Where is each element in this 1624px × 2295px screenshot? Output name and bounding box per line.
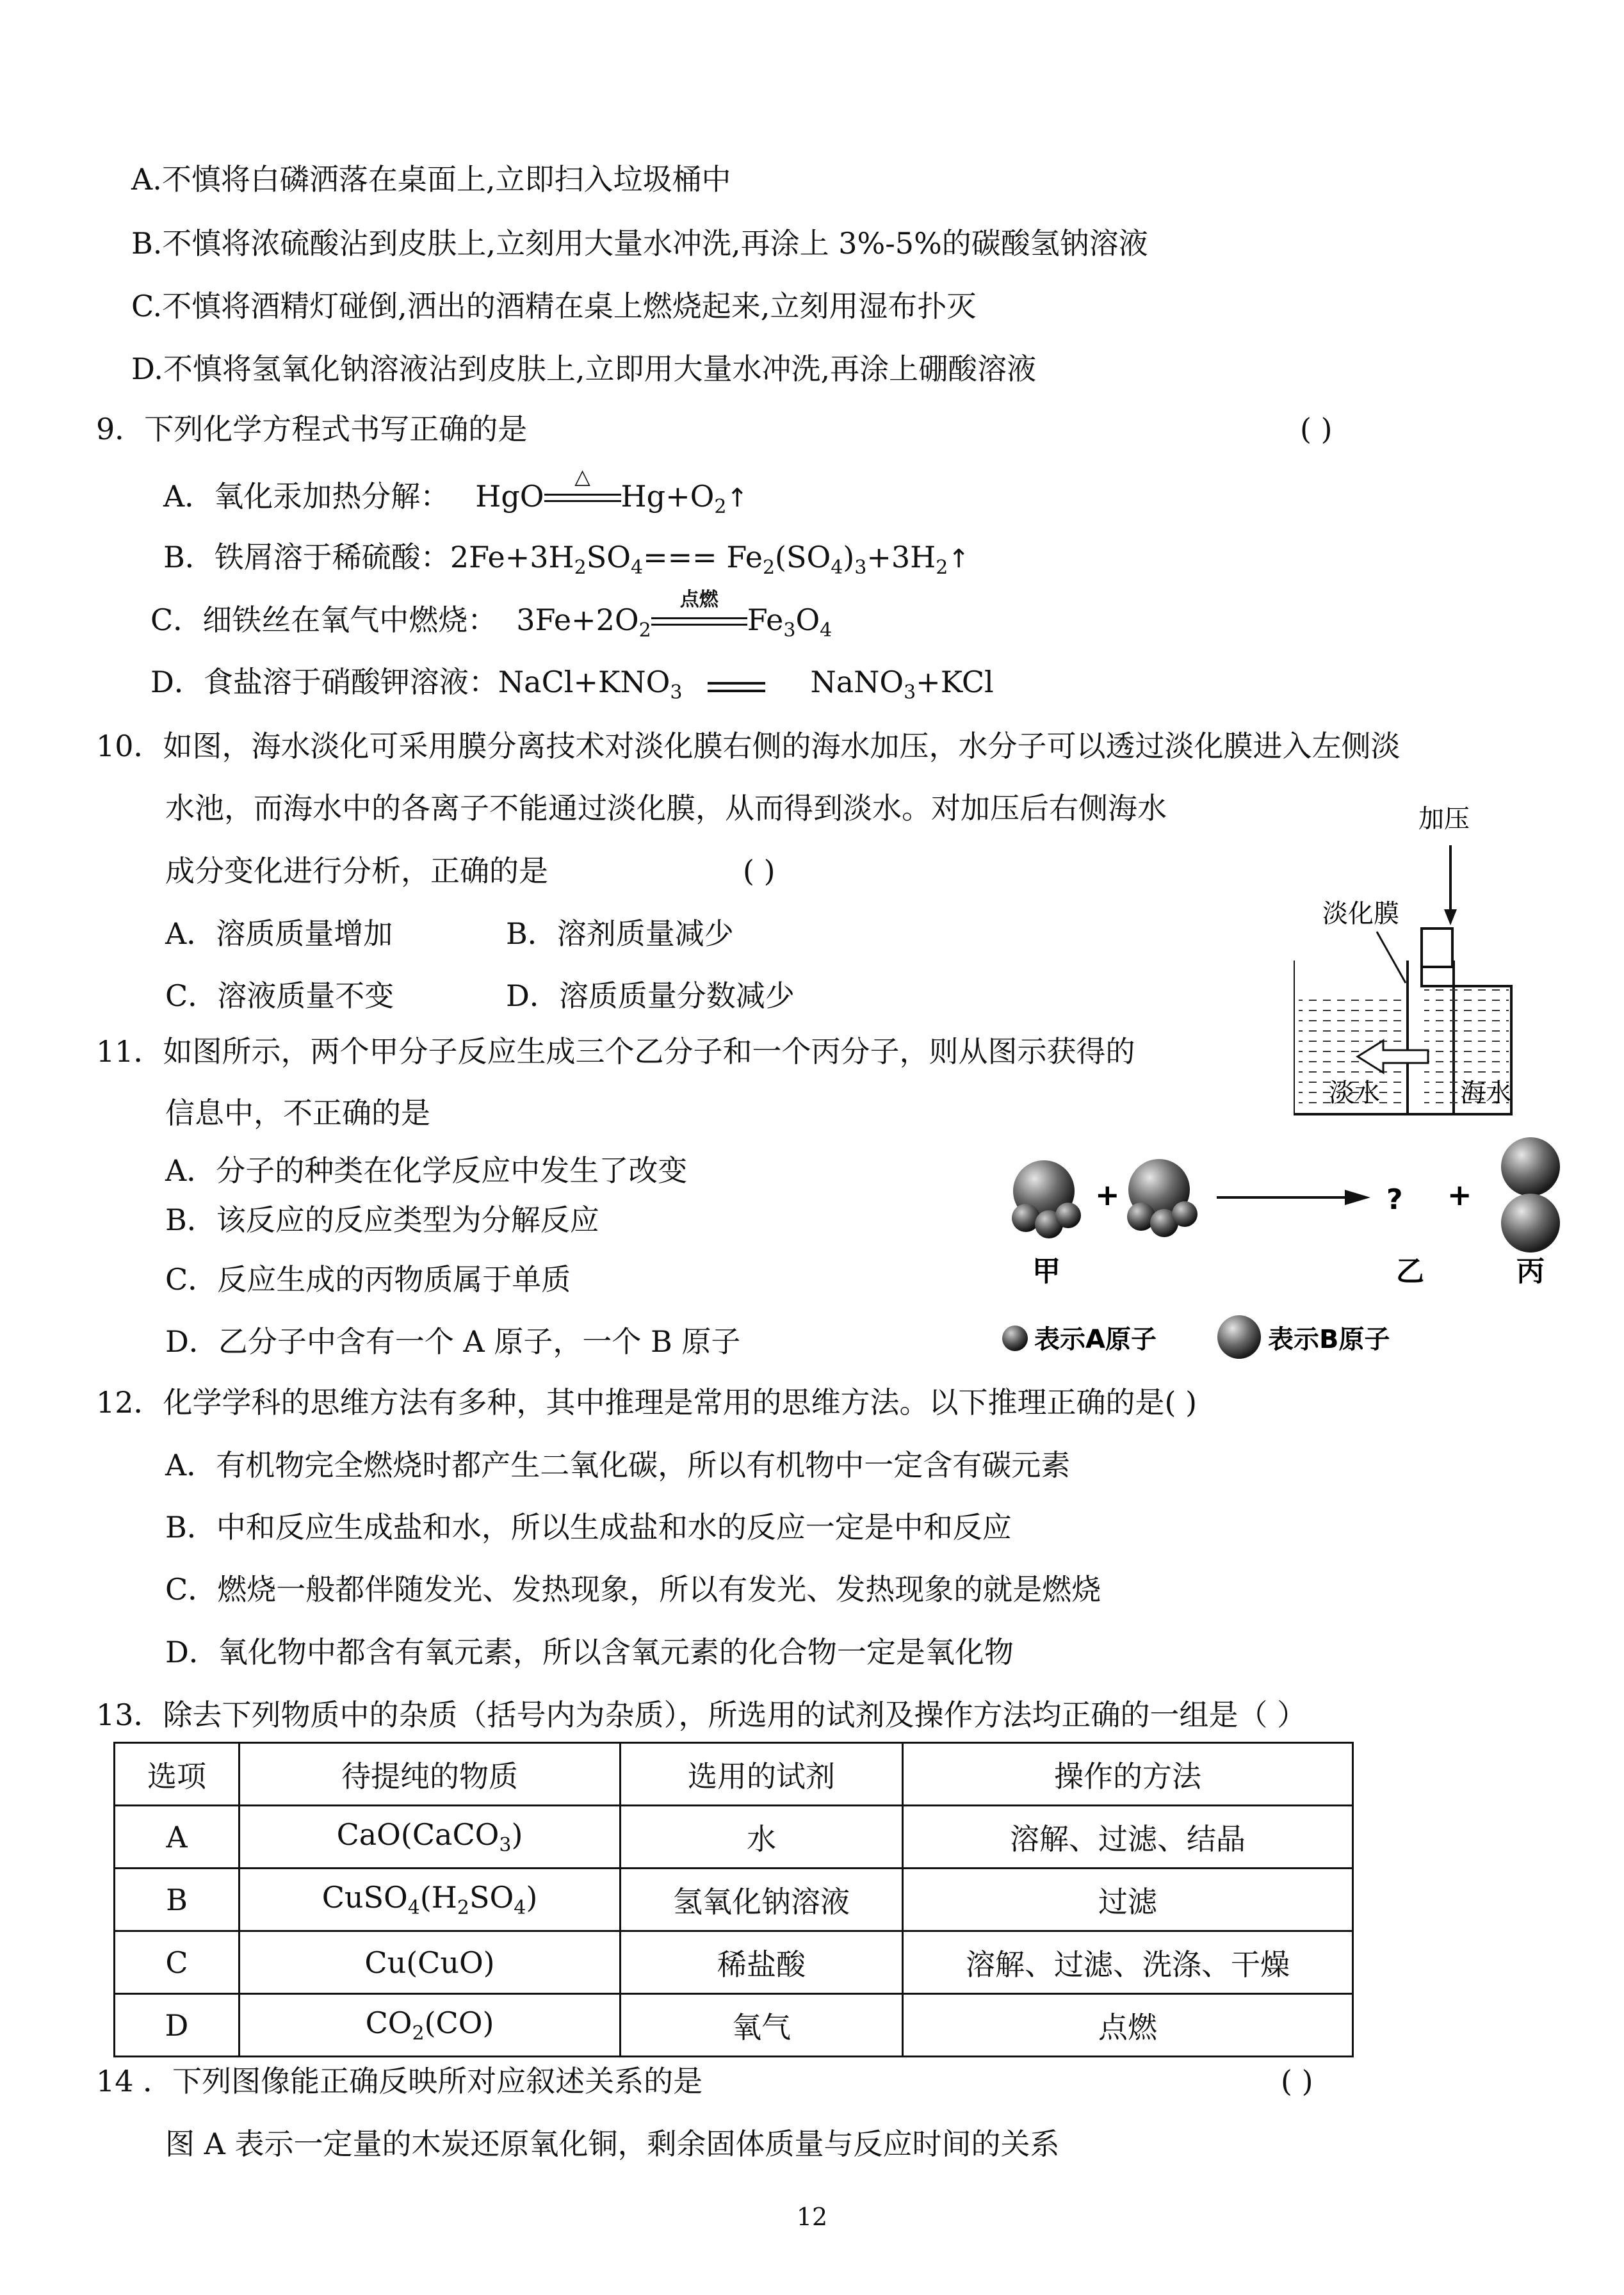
heat-symbol: △ xyxy=(574,464,590,489)
q11-option-a: A．分子的种类在化学反应中发生了改变 xyxy=(165,1153,688,1188)
membrane-label: 淡化膜 xyxy=(1322,899,1399,929)
q8-option-a: A.不慎将白磷洒落在桌面上,立即扫入垃圾桶中 xyxy=(131,162,731,197)
header-reagent: 选用的试剂 xyxy=(621,1743,903,1806)
q8-option-c: C.不慎将酒精灯碰倒,洒出的酒精在桌上燃烧起来,立刻用湿布扑灭 xyxy=(131,289,977,323)
ignition-condition xyxy=(651,588,747,639)
legend-a-atom: 表示A原子 xyxy=(1034,1325,1157,1354)
plus-sign-2: + xyxy=(1447,1178,1472,1212)
legend-b-atom: 表示B原子 xyxy=(1268,1325,1390,1354)
desalination-figure xyxy=(1294,800,1601,1133)
q14-answer-paren: ( ) xyxy=(1281,2064,1313,2098)
yi-label: 乙 xyxy=(1396,1255,1424,1288)
q10-answer-paren: ( ) xyxy=(743,854,775,888)
q12-option-a: A．有机物完全燃烧时都产生二氧化碳，所以有机物中一定含有碳元素 xyxy=(165,1448,1071,1482)
equals-sign xyxy=(708,663,765,701)
q10-option-a: A．溶质质量增加 xyxy=(165,916,393,951)
substance-cell: CaO(CaCO$_3$) xyxy=(240,1806,621,1869)
q11-stem-line-1: 11．如图所示，两个甲分子反应生成三个乙分子和一个丙分子，则从图示获得的 xyxy=(96,1034,1135,1069)
q12-option-c: C．燃烧一般都伴随发光、发热现象，所以有发光、发热现象的就是燃烧 xyxy=(165,1572,1101,1607)
impurity-table xyxy=(113,1742,1354,2057)
q10-stem-line-3: 成分变化进行分析，正确的是 xyxy=(165,854,548,888)
table-header-row xyxy=(115,1743,1353,1806)
seawater-label: 海水 xyxy=(1460,1078,1511,1108)
q9-answer-paren: ( ) xyxy=(1300,412,1333,446)
q12-option-b: B．中和反应生成盐和水，所以生成盐和水的反应一定是中和反应 xyxy=(165,1510,1012,1545)
q12-option-d: D．氧化物中都含有氧元素，所以含氧元素的化合物一定是氧化物 xyxy=(165,1635,1014,1669)
q9-a-label: A．氧化汞加热分解： xyxy=(163,479,450,514)
q13-stem: 13．除去下列物质中的杂质（括号内为杂质），所选用的试剂及操作方法均正确的一组是（ ） xyxy=(96,1698,1307,1732)
plus-sign-1: + xyxy=(1095,1178,1120,1212)
q9-option-a: A．氧化汞加热分解： HgO △ $Hg+O_2↑$ xyxy=(163,464,748,518)
bing-molecule xyxy=(1501,1137,1560,1253)
unknown-molecule: ? xyxy=(1386,1183,1403,1216)
heating-condition xyxy=(544,464,621,515)
q9-b-label: B．铁屑溶于稀硫酸： xyxy=(163,540,450,574)
reaction-arrow-head xyxy=(1345,1190,1370,1205)
q9-b-equation: $2Fe+3H_2SO_4=== Fe_2(SO_4)_3+3H_2$ xyxy=(450,540,948,579)
q9-d-label: D．食盐溶于硝酸钾溶液： xyxy=(150,665,498,699)
q11-option-c: C．反应生成的丙物质属于单质 xyxy=(165,1262,571,1297)
b-atom-legend-icon xyxy=(1217,1315,1261,1359)
table-row: D $CO_2(CO)$ 氧气 点燃 xyxy=(115,1994,1353,2057)
substance-cell: $CO_2(CO)$ xyxy=(240,1994,621,2057)
gas-arrow-icon: ↑ xyxy=(726,483,748,513)
q14-line-a: 图 A 表示一定量的木炭还原氧化铜，剩余固体质量与反应时间的关系 xyxy=(165,2127,1060,2161)
membrane-pointer xyxy=(1377,932,1406,983)
jia-molecule-2 xyxy=(1127,1159,1198,1237)
jia-label: 甲 xyxy=(1032,1255,1060,1288)
a-atom-legend-icon xyxy=(1002,1326,1028,1351)
q9-a-right: Hg+O xyxy=(621,479,715,514)
table-row: C Cu(CuO) 稀盐酸 溶解、过滤、洗涤、干燥 xyxy=(115,1931,1353,1994)
q11-option-b: B．该反应的反应类型为分解反应 xyxy=(165,1203,599,1237)
page-number: 12 xyxy=(796,2203,828,2231)
jia-molecule-1 xyxy=(1012,1160,1081,1238)
q11-stem-line-2: 信息中，不正确的是 xyxy=(165,1096,430,1130)
ignition-label: 点燃 xyxy=(679,588,719,611)
substance-cell: $CuSO_4(H_2SO_4)$ xyxy=(240,1869,621,1931)
header-option: 选项 xyxy=(115,1743,240,1806)
pressure-arrow-head xyxy=(1444,909,1457,925)
q10-stem-line-1: 10．如图，海水淡化可采用膜分离技术对淡化膜右侧的海水加压，水分子可以透过淡化膜进入左侧淡 xyxy=(96,729,1401,763)
reaction-figure xyxy=(999,1133,1607,1377)
q10-option-d: D．溶质质量分数减少 xyxy=(506,978,795,1013)
freshwater-label: 淡水 xyxy=(1329,1078,1380,1108)
q10-stem-line-2: 水池，而海水中的各离子不能通过淡化膜，从而得到淡水。对加压后右侧海水 xyxy=(165,791,1167,825)
gas-arrow-icon: ↑ xyxy=(948,544,970,574)
table-row: A CaO(CaCO$_3$) 水 溶解、过滤、结晶 xyxy=(115,1806,1353,1869)
bing-label: 丙 xyxy=(1516,1255,1545,1288)
q9-option-d: D．食盐溶于硝酸钾溶液：$NaCl+KNO_3$ NaNO$_3$+KCl xyxy=(150,663,994,712)
header-method: 操作的方法 xyxy=(903,1743,1353,1806)
q9-stem: 9．下列化学方程式书写正确的是 xyxy=(96,412,528,446)
table-row: B $CuSO_4(H_2SO_4)$ 氢氧化钠溶液 过滤 xyxy=(115,1869,1353,1931)
q10-option-b: B．溶剂质量减少 xyxy=(506,916,734,951)
q11-option-d: D．乙分子中含有一个 A 原子，一个 B 原子 xyxy=(165,1324,741,1359)
substance-cell: Cu(CuO) xyxy=(240,1931,621,1994)
pressure-label: 加压 xyxy=(1418,804,1470,834)
q9-option-b xyxy=(163,538,970,587)
q14-stem: 14 ．下列图像能正确反映所对应叙述关系的是 xyxy=(96,2064,703,2098)
q9-option-c: C．细铁丝在氧气中燃烧： $3Fe+2O_2$ 点燃 $Fe_3O_4$ xyxy=(150,588,832,642)
q9-c-label: C．细铁丝在氧气中燃烧： xyxy=(150,603,498,637)
q12-stem: 12．化学学科的思维方法有多种，其中推理是常用的思维方法。以下推理正确的是( ) xyxy=(96,1385,1198,1420)
q9-a-left: HgO xyxy=(475,479,544,514)
q8-option-d: D.不慎将氢氧化钠溶液沾到皮肤上,立即用大量水冲洗,再涂上硼酸溶液 xyxy=(131,352,1037,386)
piston-tube xyxy=(1422,929,1452,967)
header-substance: 待提纯的物质 xyxy=(240,1743,621,1806)
q8-option-b: B.不慎将浓硫酸沾到皮肤上,立刻用大量水冲洗,再涂上 3%-5%的碳酸氢钠溶液 xyxy=(131,226,1148,261)
q10-option-c: C．溶液质量不变 xyxy=(165,978,394,1013)
